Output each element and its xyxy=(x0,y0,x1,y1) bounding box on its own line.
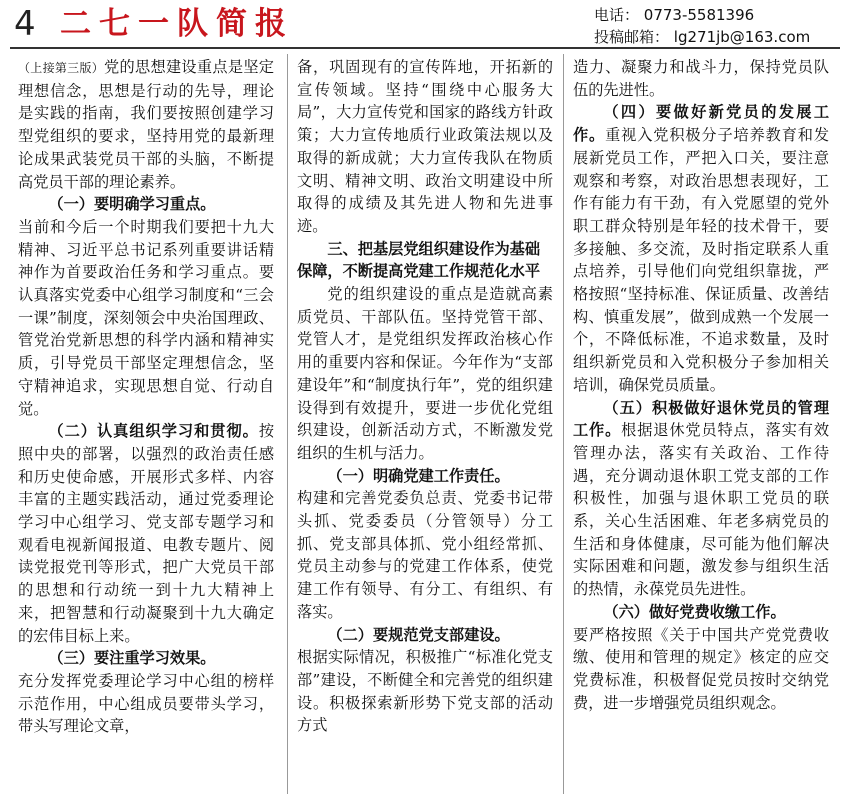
page-number: 4 xyxy=(14,4,36,44)
email-line xyxy=(594,26,810,48)
contact-info xyxy=(594,4,810,48)
col2-section-head: 三、把基层党组织建设作为基础保障，不断提高党建工作规范化水平 xyxy=(297,239,541,281)
col3-heading-3: （六）做好党费收缴工作。 xyxy=(603,602,786,621)
email-address: lg271jb@163.com xyxy=(673,28,811,46)
col3-paragraph-1: 造力、凝聚力和战斗力，保持党员队伍的先进性。 xyxy=(573,58,829,99)
col2-paragraph-2: 党的组织建设的重点是造就高素质党员、干部队伍。坚持党管干部、党管人才，是党组织发挥政治核心作用的重要内容和保证。今年作为“支部建设年”和“制度执行年”，党的组织建设得到有效提升，要进一步优化党组织建设，创新活动方式，不断激发党组织的生机与活力。 xyxy=(297,285,553,462)
col1-paragraph-3: （二）认真组织学习和贯彻。按照中央的部署，以强烈的政治责任感和历史使命感，开展形式多样、内容丰富的主题实践活动，通过党委理论学习中心组学习、党支部专题学习和观看电视新闻报道、电教专题片、阅读党报党刊等形式，把广大党员干部的思想和行动统一到十九大精神上来，把智慧和行动凝聚到十九大确定的宏伟目标上来。 xyxy=(18,422,274,645)
phone-label: 电话： xyxy=(594,6,640,24)
col2-heading-1: （一）明确党建工作责任。 xyxy=(327,466,510,485)
col3-paragraph-3: （五）积极做好退休党员的管理工作。根据退休党员特点，落实有效管理办法，落实有关政治、工作待遇，充分调动退休职工党支部的工作积极性，加强与退休职工党员的联系，关心生活困难、年老多病党员的生活和身体健康，尽可能为他们解决实际困难和问题，激发参与组织生活的热情，永葆党员先进性。 xyxy=(573,398,830,599)
col1-paragraph-2: 当前和今后一个时期我们要把十九大精神、习近平总书记系列重要讲话精神作为首要政治任务和学习重点。要认真落实党委中心组学习制度和“三会一课”制度，深刻领会中央治国理政、管党治党新思想的科学内涵和精神实质，引导党员干部坚定理想信念，坚守精神追求，实现思想自觉、行动自觉。 xyxy=(18,217,274,418)
col2-paragraph-4: 根据实际情况，积极推广“标准化党支部”建设，不断健全和完善党的组织建设。积极探索新形势下党支部的活动方式 xyxy=(297,648,553,735)
col1-paragraph-1: （上接第三版）党的思想建设重点是坚定理想信念，思想是行动的先导，理论是实践的指南，我们要按照创建学习型党组织的要求，坚持用党的最新理论成果武装党员干部的头脑，不断提高党员干部的理论素养。 xyxy=(18,58,274,191)
header-rule xyxy=(10,47,840,49)
email-label: 投稿邮箱： xyxy=(594,28,670,46)
phone-line xyxy=(594,4,810,26)
col3-paragraph-2: （四）要做好新党员的发展工作。重视入党积极分子培养教育和发展新党员工作，严把入口关，要注意观察和考察，对政治思想表现好，工作有能力有干劲，有入党愿望的党外职工群众特别是年轻的技术骨干，要多接触、多交流，及时指定联系人重点培养，引导他们向党组织靠拢，严格按照“坚持标准、保证质量、改善结构、慎重发展”，做到成熟一个发展一个，不降低标准，不追求数量，及时组织新党员和入党积极分子参加相关培训，确保党员质量。 xyxy=(573,103,830,394)
column-divider-1 xyxy=(287,54,288,794)
col1-paragraph-4: 充分发挥党委理论学习中心组的榜样示范作用，中心组成员要带头学习，带头写理论文章， xyxy=(18,671,274,736)
col1-heading-1: （一）要明确学习重点。 xyxy=(48,195,216,214)
col1-heading-3: （三）要注重学习效果。 xyxy=(48,649,216,668)
col2-heading-2: （二）要规范党支部建设。 xyxy=(327,625,510,644)
col2-paragraph-1: 备，巩固现有的宣传阵地，开拓新的宣传领域。坚持“围绕中心服务大局”，大力宣传党和国家的路线方针政策；大力宣传地质行业政策法规以及取得的新成就；大力宣传我队在物质文明、精神文明、政治文明建设中所取得的成绩及其先进人物和先进事迹。 xyxy=(297,58,553,235)
column-1 xyxy=(18,56,274,738)
continued-note: （上接第三版） xyxy=(18,61,105,75)
col3-paragraph-4: 要严格按照《关于中国共产党党费收缴、使用和管理的规定》核定的应交党费标准，积极督促党员按时交纳党费，进一步增强党员组织观念。 xyxy=(573,625,829,712)
column-2 xyxy=(297,56,553,737)
column-3 xyxy=(573,56,829,714)
masthead xyxy=(0,0,850,50)
newsletter-title: 二七一队简报 xyxy=(60,6,294,42)
phone-number: 0773-5581396 xyxy=(643,6,755,24)
col2-paragraph-3: 构建和完善党委负总责、党委书记带头抓、党委委员（分管领导）分工抓、党支部具体抓、党小组经常抓、党员主动参与的党建工作体系，使党建工作有领导、有分工、有组织、有落实。 xyxy=(297,489,553,621)
column-divider-2 xyxy=(563,54,564,794)
